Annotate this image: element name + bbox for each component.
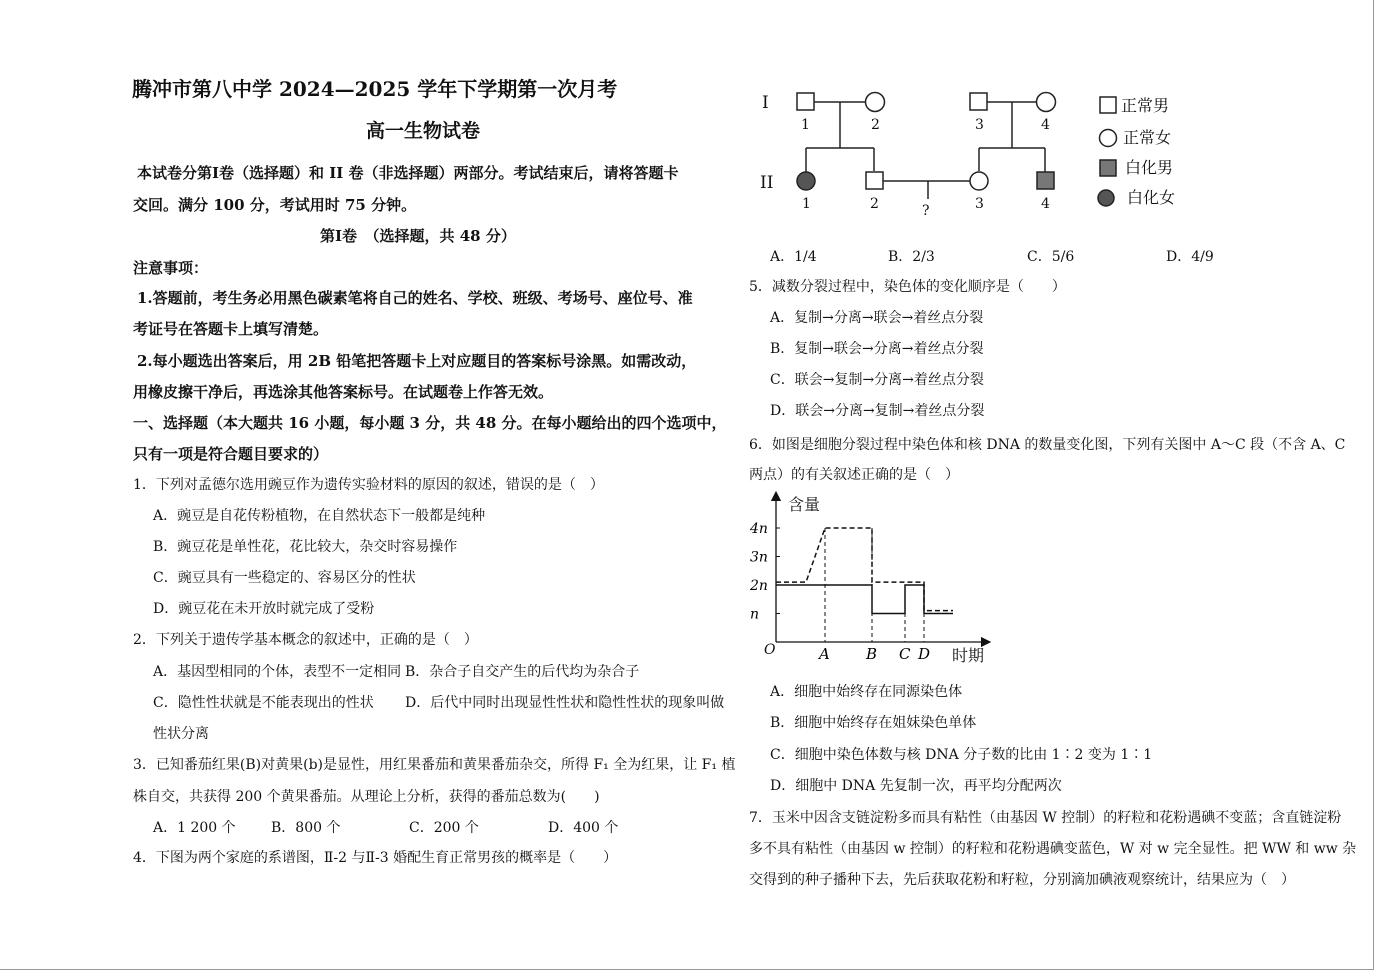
note-line: 用橡皮擦干净后，再选涂其他答案标号。在试题卷上作答无效。 — [133, 383, 554, 401]
chart-y-tick: 2n — [750, 578, 768, 594]
question-2-option: D．后代中同时出现显性性状和隐性性状的现象叫做 — [405, 695, 725, 711]
notes-title: 注意事项： — [133, 259, 209, 277]
question-4-option: B．2/3 — [888, 249, 935, 265]
question-3-stem: 3．已知番茄红果(B)对黄果(b)是显性，用红果番茄和黄果番茄杂交，所得 F₁ 全为红果，让 F₁ 植 — [133, 757, 736, 773]
question-3-option: B．800 个 — [271, 820, 341, 836]
question-2-option: 性状分离 — [153, 726, 209, 742]
chromosome-dna-chart — [748, 488, 998, 668]
chart-x-label: 时期 — [952, 646, 985, 665]
intro-line: 本试卷分第Ⅰ卷（选择题）和 II 卷（非选择题）两部分。考试结束后，请将答题卡 — [137, 164, 679, 182]
pedigree-unknown-child: ? — [922, 203, 930, 219]
question-4-option: D．4/9 — [1166, 249, 1214, 265]
question-3-stem: 株自交，共获得 200 个黄果番茄。从理论上分析，获得的番茄总数为( ) — [133, 789, 600, 805]
note-line: 1.答题前，考生务必用黑色碳素笔将自己的姓名、学校、班级、考场号、座位号、准 — [137, 289, 693, 307]
question-4-stem: 4．下图为两个家庭的系谱图，Ⅱ-2 与Ⅱ-3 婚配生育正常男孩的概率是（ ） — [133, 850, 618, 866]
question-5-option: D．联会→分离→复制→着丝点分裂 — [770, 403, 985, 419]
question-5-option: C．联会→复制→分离→着丝点分裂 — [770, 372, 984, 388]
question-7-stem: 7．玉米中因含支链淀粉多而具有粘性（由基因 W 控制）的籽粒和花粉遇碘不变蓝；含直链淀粉 — [749, 810, 1342, 826]
question-2-stem: 2．下列关于遗传学基本概念的叙述中，正确的是（ ） — [133, 632, 478, 648]
pedigree-number: 2 — [871, 117, 880, 133]
question-6-stem: 两点）的有关叙述正确的是（ ） — [749, 467, 959, 483]
question-1-stem: 1．下列对孟德尔选用豌豆作为遗传实验材料的原因的叙述，错误的是（ ） — [133, 477, 604, 493]
question-2-option: B．杂合子自交产生的后代均为杂合子 — [405, 664, 640, 680]
question-5-stem: 5．减数分裂过程中，染色体的变化顺序是（ ） — [749, 279, 1066, 295]
pedigree-female-albino — [797, 172, 815, 190]
chart-y-tick: n — [750, 606, 760, 623]
intro-line: 交回。满分 100 分，考试用时 75 分钟。 — [133, 196, 417, 214]
question-6-option: B．细胞中始终存在姐妹染色单体 — [770, 715, 977, 731]
legend-albino-male-icon — [1100, 160, 1116, 176]
pedigree-number: 3 — [975, 196, 984, 212]
part1-title: 第Ⅰ卷 （选择题，共 48 分） — [320, 227, 516, 245]
question-2-option: A．基因型相同的个体，表型不一定相同 — [153, 664, 402, 680]
pedigree-female-normal — [970, 172, 988, 190]
pedigree-gen-label: I — [762, 93, 769, 113]
pedigree-number: 1 — [801, 117, 810, 133]
chart-y-label: 含量 — [788, 495, 821, 514]
question-3-option: D．400 个 — [548, 820, 619, 836]
chart-x-tick: A — [819, 645, 830, 663]
question-6-option: C．细胞中染色体数与核 DNA 分子数的比由 1∶2 变为 1∶1 — [770, 747, 1153, 763]
legend-normal-male-icon — [1100, 97, 1116, 113]
legend-normal-female-icon — [1100, 130, 1117, 147]
chart-x-tick: C — [899, 645, 911, 663]
question-2-option: C．隐性性状就是不能表现出的性状 — [153, 695, 374, 711]
question-6-option: A．细胞中始终存在同源染色体 — [770, 684, 963, 700]
chart-series-chromosome — [776, 585, 953, 614]
chart-y-tick: 3n — [750, 549, 768, 566]
question-1-option: B．豌豆花是单性花，花比较大，杂交时容易操作 — [153, 539, 458, 555]
pedigree-male-normal — [797, 93, 814, 110]
question-4-option: C．5/6 — [1027, 249, 1075, 265]
chart-origin: O — [764, 642, 776, 658]
question-5-option: B．复制→联会→分离→着丝点分裂 — [770, 341, 984, 357]
question-3-option: C．200 个 — [409, 820, 479, 836]
question-1-option: D．豌豆花在未开放时就完成了受粉 — [153, 601, 375, 617]
legend-label: 白化女 — [1127, 188, 1176, 207]
pedigree-number: 4 — [1041, 117, 1050, 133]
exam-title: 腾冲市第八中学 2024—2025 学年下学期第一次月考 — [132, 77, 618, 101]
question-6-option: D．细胞中 DNA 先复制一次，再平均分配两次 — [770, 778, 1062, 794]
legend-label: 白化男 — [1125, 158, 1174, 177]
legend-albino-female-icon — [1098, 190, 1114, 206]
legend-label: 正常女 — [1123, 128, 1172, 147]
legend-label: 正常男 — [1121, 96, 1170, 115]
exam-subtitle: 高一生物试卷 — [366, 120, 481, 142]
chart-x-tick: D — [918, 645, 931, 663]
question-7-stem: 多不具有粘性（由基因 w 控制）的籽粒和花粉遇碘变蓝色，W 对 w 完全显性。把 WW 和 ww 杂 — [749, 841, 1357, 857]
question-1-option: C．豌豆具有一些稳定的、容易区分的性状 — [153, 570, 416, 586]
pedigree-male-albino — [1037, 172, 1054, 189]
chart-series-dna — [776, 528, 953, 611]
question-1-option: A．豌豆是自花传粉植物，在自然状态下一般都是纯种 — [153, 508, 486, 524]
pedigree-female-normal — [866, 93, 885, 112]
pedigree-male-normal — [866, 172, 883, 189]
pedigree-gen-label: II — [760, 173, 774, 193]
chart-y-tick: 4n — [750, 521, 768, 537]
question-3-option: A．1 200 个 — [153, 820, 236, 836]
pedigree-number: 3 — [975, 117, 984, 133]
question-4-option: A．1/4 — [770, 249, 817, 265]
question-7-stem: 交得到的种子播种下去，先后获取花粉和籽粒，分别滴加碘液观察统计，结果应为（ ） — [749, 872, 1295, 888]
pedigree-number: 1 — [802, 196, 811, 212]
pedigree-diagram — [750, 84, 1190, 224]
section-heading: 一、选择题（本大题共 16 小题，每小题 3 分，共 48 分。在每小题给出的四个选项中， — [133, 414, 727, 432]
pedigree-female-normal — [1037, 93, 1056, 112]
pedigree-male-normal — [970, 93, 987, 110]
question-6-stem: 6．如图是细胞分裂过程中染色体和核 DNA 的数量变化图，下列有关图中 A～C 段（不含 A、C — [749, 437, 1346, 453]
pedigree-number: 2 — [870, 196, 879, 212]
section-heading: 只有一项是符合题目要求的） — [133, 445, 329, 463]
pedigree-number: 4 — [1041, 196, 1050, 212]
note-line: 考证号在答题卡上填写清楚。 — [133, 320, 329, 338]
question-5-option: A．复制→分离→联会→着丝点分裂 — [770, 310, 984, 326]
chart-x-tick: B — [866, 645, 878, 663]
note-line: 2.每小题选出答案后，用 2B 铅笔把答题卡上对应题目的答案标号涂黑。如需改动， — [137, 352, 697, 370]
